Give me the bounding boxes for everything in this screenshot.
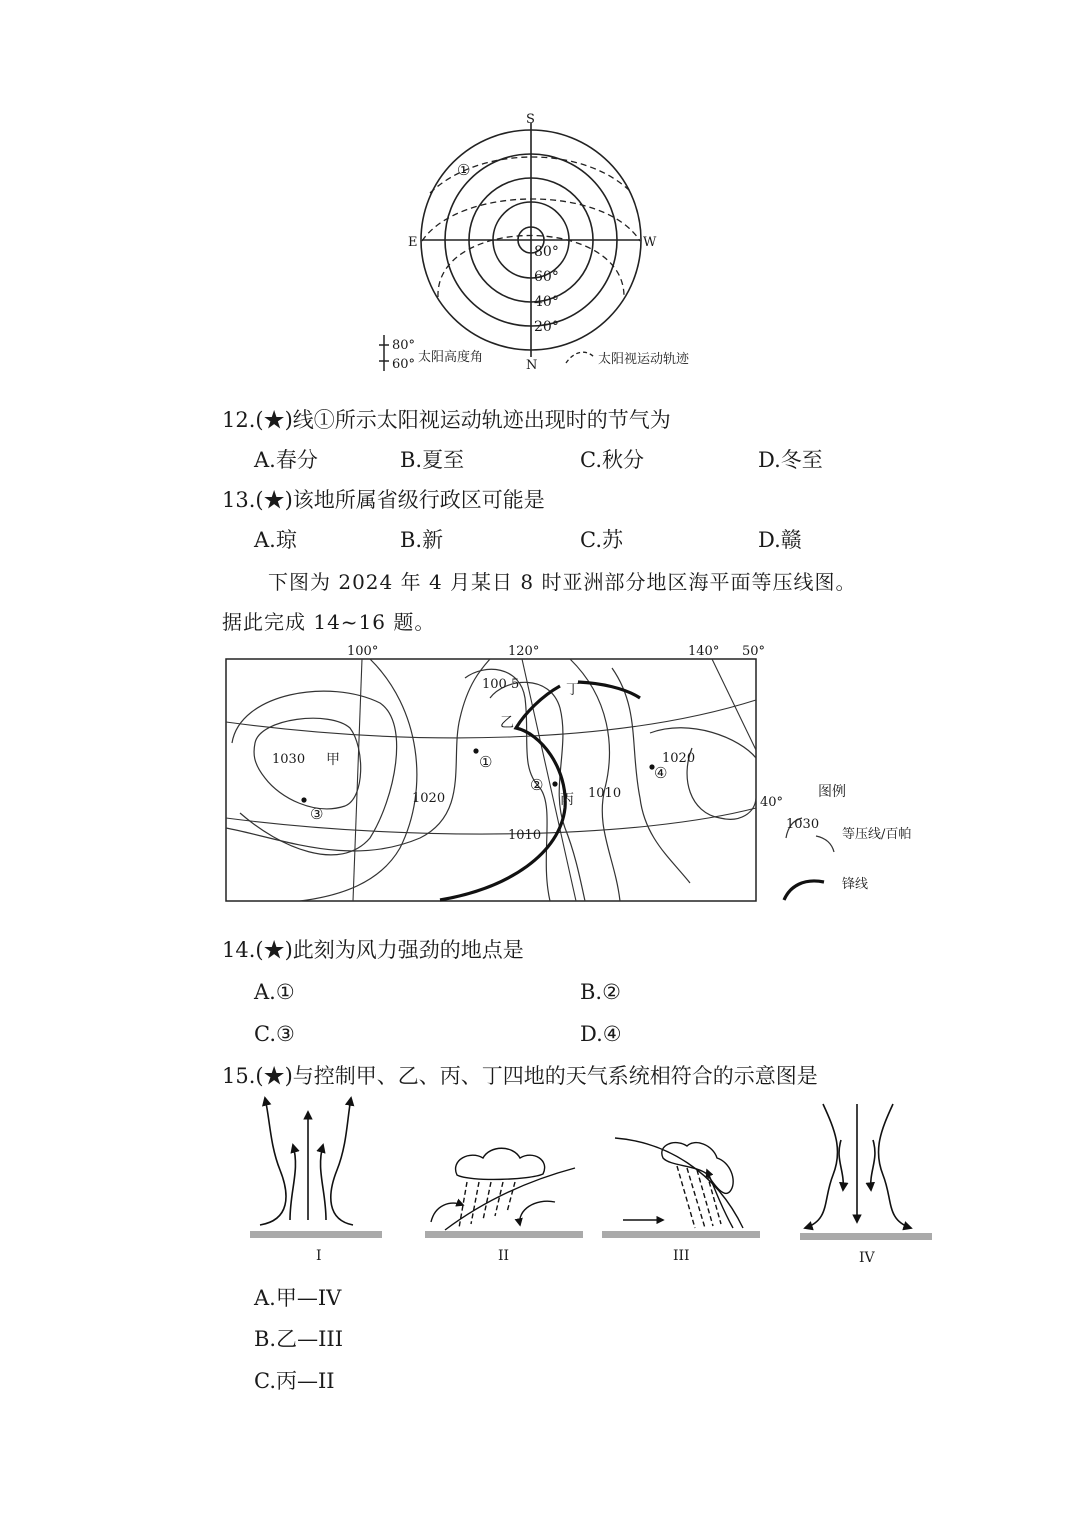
point-4: ④: [654, 764, 668, 782]
angle-60: 60°: [534, 269, 559, 285]
isobar-1020-east: [687, 748, 756, 819]
label-1005: 100 5: [482, 677, 520, 692]
isobar-1030: [254, 718, 361, 809]
legend-isobar: 等压线/百帕: [842, 827, 912, 842]
front-north: [578, 682, 640, 698]
intro-line-2: 据此完成 14~16 题。: [222, 610, 436, 634]
lat-40: 40°: [760, 795, 784, 810]
fig-label-3: III: [673, 1248, 690, 1264]
intro-line-1: 下图为 2024 年 4 月某日 8 时亚洲部分地区海平面等压线图。: [268, 570, 857, 594]
isobar-east-1: [612, 668, 690, 883]
place-ding: 丁: [566, 682, 580, 698]
label-1010-south: 1010: [508, 828, 542, 843]
legend-60: 60°: [392, 357, 416, 372]
q15-option-a[interactable]: A.甲—IV: [254, 1286, 342, 1310]
lat-50: 50°: [742, 644, 766, 659]
q13-option-a[interactable]: A.琼: [254, 528, 297, 552]
figure-2: [425, 1148, 583, 1238]
fig-label-2: II: [498, 1248, 510, 1264]
place-yi: 乙: [500, 715, 514, 731]
legend-front: 锋线: [842, 877, 869, 892]
dir-s: S: [526, 112, 535, 127]
isobar-outer-1: [232, 691, 397, 855]
q12-option-a[interactable]: A.春分: [254, 448, 318, 472]
place-bing: 丙: [560, 792, 574, 808]
fig-label-4: IV: [859, 1250, 875, 1266]
point-2: ②: [530, 776, 544, 794]
parallel-40: [226, 808, 756, 834]
q12-option-c[interactable]: C.秋分: [580, 448, 644, 472]
weather-systems-figures: [245, 1090, 940, 1270]
legend-isobar-value: 1030: [786, 817, 820, 832]
q12-option-d[interactable]: D.冬至: [758, 448, 823, 472]
label-1020-west: 1020: [412, 791, 446, 806]
q13-option-c[interactable]: C.苏: [580, 528, 623, 552]
angle-40: 40°: [534, 294, 559, 310]
q15-option-b[interactable]: B.乙—III: [254, 1327, 343, 1351]
point-3: ③: [310, 805, 324, 823]
q15-option-c[interactable]: C.丙—II: [254, 1369, 335, 1393]
q12-stem: 12.(★)线①所示太阳视运动轨迹出现时的节气为: [222, 408, 671, 432]
point-1-dot: [473, 748, 478, 753]
figure-1: [250, 1098, 382, 1238]
figure-4: [800, 1104, 932, 1240]
dir-e: E: [408, 235, 418, 250]
q14-option-c[interactable]: C.③: [254, 1022, 295, 1046]
track-label: ①: [457, 161, 471, 179]
legend-track: 太阳视运动轨迹: [598, 352, 690, 367]
label-1030: 1030: [272, 752, 306, 767]
q14-option-a[interactable]: A.①: [254, 980, 295, 1004]
dir-w: W: [643, 235, 657, 250]
label-1020-east: 1020: [662, 751, 696, 766]
q13-stem: 13.(★)该地所属省级行政区可能是: [222, 488, 545, 512]
label-1010-east: 1010: [588, 786, 622, 801]
point-2-dot: [552, 781, 557, 786]
dir-n: N: [526, 358, 538, 373]
map-frame: [226, 659, 756, 901]
place-jia: 甲: [326, 752, 340, 768]
meridian-140: [712, 659, 756, 750]
legend-altitude: 太阳高度角: [418, 350, 484, 365]
q13-option-b[interactable]: B.新: [400, 528, 444, 552]
angle-20: 20°: [534, 319, 559, 335]
figure-3: [602, 1138, 760, 1238]
lon-120: 120°: [508, 644, 540, 659]
angle-80: 80°: [534, 244, 559, 260]
q13-option-d[interactable]: D.赣: [758, 528, 802, 552]
lon-140: 140°: [688, 644, 720, 659]
isobar-map: [220, 638, 940, 908]
q15-stem: 15.(★)与控制甲、乙、丙、丁四地的天气系统相符合的示意图是: [222, 1064, 818, 1088]
q14-stem: 14.(★)此刻为风力强劲的地点是: [222, 938, 524, 962]
sun-path-diagram: [360, 105, 740, 380]
q12-option-b[interactable]: B.夏至: [400, 448, 465, 472]
lon-100: 100°: [347, 644, 379, 659]
q14-option-b[interactable]: B.②: [580, 980, 621, 1004]
point-1: ①: [479, 753, 493, 771]
fig-label-1: I: [316, 1248, 322, 1264]
q14-option-d[interactable]: D.④: [580, 1022, 622, 1046]
point-3-dot: [301, 797, 306, 802]
legend-title: 图例: [818, 784, 846, 800]
legend-80: 80°: [392, 338, 416, 353]
